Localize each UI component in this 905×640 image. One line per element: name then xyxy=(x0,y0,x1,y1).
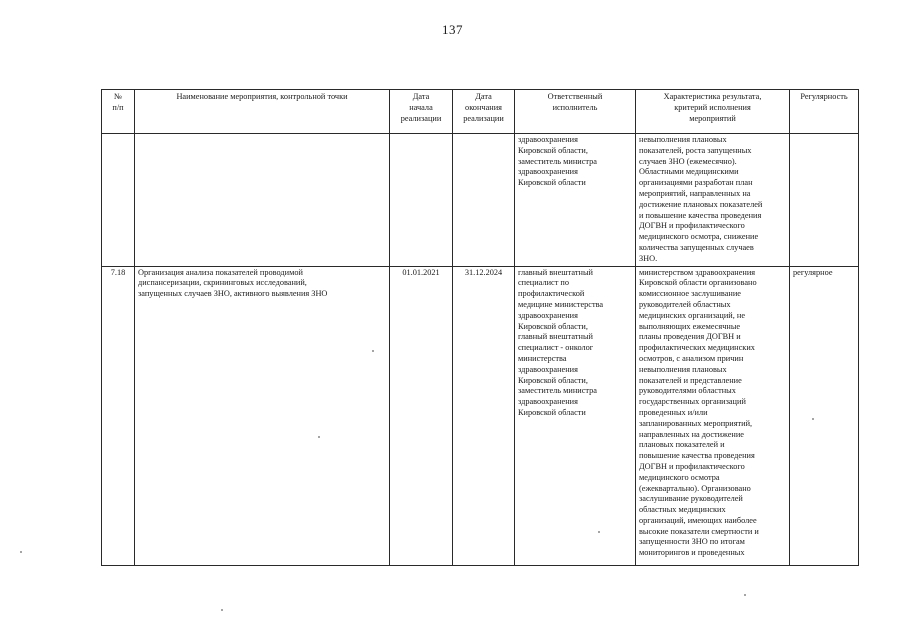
text-line: главный внештатный xyxy=(518,332,593,342)
cell-end-date: 31.12.2024 xyxy=(453,266,515,565)
text-line: п/п xyxy=(112,102,124,112)
text-line: диспансеризации, скрининговых исследований, xyxy=(138,278,307,288)
text-line: достижение плановых показателей xyxy=(639,199,763,209)
text-line: (ежеквартально). Организовано xyxy=(639,483,751,493)
text-line: начала xyxy=(409,102,433,112)
text-line: мониторингов и проведенных xyxy=(639,548,745,558)
text-line: невыполнения плановых xyxy=(639,135,727,144)
scan-speck xyxy=(221,609,223,611)
text-line: ЗНО. xyxy=(639,253,658,263)
text-line: профилактической xyxy=(518,289,585,299)
text-line: государственных организаций xyxy=(639,397,746,407)
text-line: ДОГВН и профилактического xyxy=(639,221,745,231)
text-line: Регулярность xyxy=(800,92,848,101)
header-name xyxy=(135,90,390,134)
text-line: медицинского осмотра, снижение xyxy=(639,232,759,242)
text-line: профилактических медицинских xyxy=(639,343,755,353)
cell-start-date xyxy=(390,134,453,267)
header-regularity xyxy=(790,90,859,134)
cell-regularity: регулярное xyxy=(790,266,859,565)
scan-speck xyxy=(372,350,374,352)
cell-start-date: 01.01.2021 xyxy=(390,266,453,565)
text-line: специалист - онколог xyxy=(518,343,594,353)
text-line: повышение качества проведения xyxy=(639,451,755,461)
text-line: высокие показатели смертности и xyxy=(639,526,759,536)
text-line: проведенных и/или xyxy=(639,407,708,417)
text-line: плановых показателей и xyxy=(639,440,725,450)
header-result xyxy=(636,90,790,134)
text-line: Кировской области xyxy=(518,407,586,417)
table-header-row xyxy=(102,90,859,134)
text-line: Кировской области, xyxy=(518,321,588,331)
text-line: заслушивание руководителей xyxy=(639,494,743,504)
text-line: здравоохранения xyxy=(518,167,578,177)
text-line: медицине министерства xyxy=(518,299,604,309)
scan-speck xyxy=(744,594,746,596)
text-line: случаев ЗНО (ежемесячно). xyxy=(639,156,737,166)
cell-regularity xyxy=(790,134,859,267)
text-line: критерий исполнения xyxy=(674,102,751,112)
text-line: осмотров, с анализом причин xyxy=(639,353,744,363)
text-line: здравоохранения xyxy=(518,310,578,320)
scan-speck xyxy=(20,551,22,553)
text-line: министерством здравоохранения xyxy=(639,267,756,277)
text-line: показателей, роста запущенных xyxy=(639,145,752,155)
header-end-date xyxy=(453,90,515,134)
text-line: показателей и представление xyxy=(639,375,742,385)
plan-table xyxy=(101,89,859,566)
text-line: планы проведения ДОГВН и xyxy=(639,332,741,342)
text-line: ДОГВН и профилактического xyxy=(639,461,745,471)
text-line: Дата xyxy=(412,92,430,101)
table-row-continuation xyxy=(102,134,859,267)
text-line: Кировской области, xyxy=(518,145,588,155)
text-line: здравоохранения xyxy=(518,397,578,407)
text-line: областных медицинских xyxy=(639,505,726,515)
cell-num: 7.18 xyxy=(102,266,135,565)
scan-speck xyxy=(598,531,600,533)
header-start-date xyxy=(390,90,453,134)
text-line: Наименование мероприятия, контрольной точки xyxy=(176,92,348,101)
text-line: и повышение качества проведения xyxy=(639,210,762,220)
header-responsible xyxy=(515,90,636,134)
text-line: руководителями областных xyxy=(639,386,736,396)
text-line: невыполнения плановых xyxy=(639,364,727,374)
text-line: Дата xyxy=(475,92,492,101)
page-number: 137 xyxy=(442,22,463,37)
text-line: Кировской области организовано xyxy=(639,278,757,288)
text-line: руководителей областных xyxy=(639,299,731,309)
text-line: комиссионное заслушивание xyxy=(639,289,741,299)
text-line: здравоохранения xyxy=(518,135,578,144)
text-line: медицинского осмотра xyxy=(639,472,720,482)
text-line: заместитель министра xyxy=(518,386,597,396)
cell-responsible xyxy=(515,266,636,565)
text-line: министерства xyxy=(518,353,567,363)
cell-name xyxy=(135,134,390,267)
text-line: организациями разработан план xyxy=(639,178,753,188)
header-num xyxy=(102,90,135,134)
text-line: реализации xyxy=(400,113,442,123)
text-line: Кировской области xyxy=(518,178,586,188)
text-line: запланированных мероприятий, xyxy=(639,418,753,428)
text-line: мероприятий xyxy=(689,113,736,123)
text-line: здравоохранения xyxy=(518,364,578,374)
text-line: Областными медицинскими xyxy=(639,167,739,177)
text-line: Кировской области, xyxy=(518,375,588,385)
text-line: Организация анализа показателей проводимой xyxy=(138,267,303,277)
cell-end-date xyxy=(453,134,515,267)
text-line: главный внештатный xyxy=(518,267,593,277)
text-line: окончания xyxy=(465,102,502,112)
text-line: реализации xyxy=(463,113,504,123)
cell-result xyxy=(636,266,790,565)
text-line: Ответственный xyxy=(547,92,603,101)
text-line: организаций, имеющих наиболее xyxy=(639,515,757,525)
cell-num xyxy=(102,134,135,267)
text-line: заместитель министра xyxy=(518,156,597,166)
text-line: Характеристика результата, xyxy=(663,92,762,101)
text-line: количества запущенных случаев xyxy=(639,242,754,252)
text-line: запущенности ЗНО по итогам xyxy=(639,537,745,547)
text-line: исполнитель xyxy=(552,102,598,112)
cell-name xyxy=(135,266,390,565)
cell-responsible xyxy=(515,134,636,267)
scan-speck xyxy=(812,418,814,420)
text-line: направленных на достижение xyxy=(639,429,744,439)
text-line: мероприятий, направленных на xyxy=(639,188,751,198)
text-line: специалист по xyxy=(518,278,569,288)
text-line: запущенных случаев ЗНО, активного выявления ЗНО xyxy=(138,289,328,299)
text-line: выполняющих ежемесячные xyxy=(639,321,741,331)
text-line: № xyxy=(114,92,122,101)
text-line: медицинских организаций, не xyxy=(639,310,745,320)
table-row-7-18 xyxy=(102,266,859,565)
cell-result xyxy=(636,134,790,267)
scan-speck xyxy=(318,436,320,438)
